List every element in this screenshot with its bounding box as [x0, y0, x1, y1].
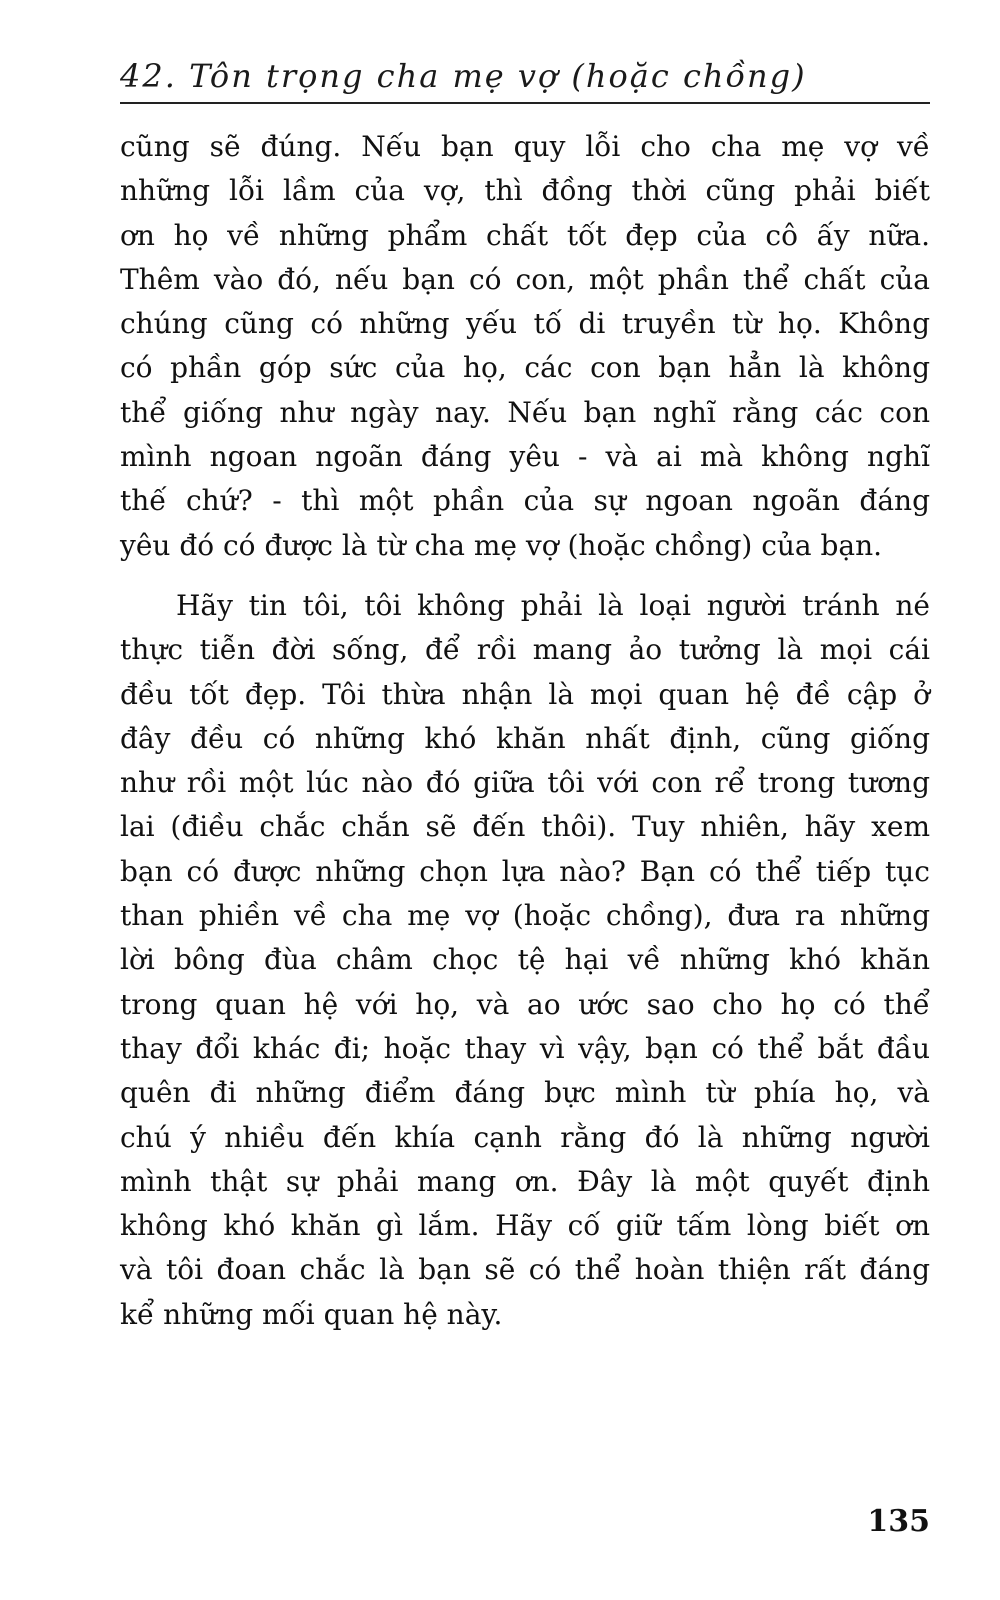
text-line: thế chứ? - thì một phần của sự ngoan ngoãn đáng — [120, 484, 930, 518]
text-line: thực tiễn đời sống, để rồi mang ảo tưởng là mọi cái — [120, 633, 930, 667]
paragraph-1 — [120, 125, 930, 568]
text-line: và tôi đoan chắc là bạn sẽ có thể hoàn thiện rất đáng — [120, 1253, 930, 1287]
text-line: chúng cũng có những yếu tố di truyền từ họ. Không — [120, 307, 930, 341]
text-line: thay đổi khác đi; hoặc thay vì vậy, bạn có thể bắt đầu — [120, 1031, 930, 1065]
text-line: những lỗi lầm của vợ, thì đồng thời cũng phải biết — [120, 174, 930, 208]
text-line: Thêm vào đó, nếu bạn có con, một phần thể chất của — [120, 262, 930, 296]
text-line: kể những mối quan hệ này. — [120, 1297, 503, 1331]
text-line: có phần góp sức của họ, các con bạn hẳn là không — [120, 351, 930, 385]
text-line: đều tốt đẹp. Tôi thừa nhận là mọi quan hệ đề cập ở — [120, 677, 930, 711]
header-rule — [120, 102, 930, 104]
text-line: mình ngoan ngoãn đáng yêu - và ai mà không nghĩ — [120, 440, 930, 474]
text-line: mình thật sự phải mang ơn. Đây là một quyết định — [120, 1164, 930, 1198]
text-line: quên đi những điểm đáng bực mình từ phía họ, và — [120, 1076, 930, 1110]
text-line: Hãy tin tôi, tôi không phải là loại người tránh né — [176, 588, 930, 622]
text-line: thể giống như ngày nay. Nếu bạn nghĩ rằng các con — [120, 395, 930, 429]
page-number: 135 — [867, 1504, 930, 1539]
text-line: trong quan hệ với họ, và ao ước sao cho họ có thể — [120, 987, 930, 1021]
running-head: 42. Tôn trọng cha mẹ vợ (hoặc chồng) — [120, 57, 807, 95]
text-line: cũng sẽ đúng. Nếu bạn quy lỗi cho cha mẹ vợ về — [120, 130, 930, 163]
body-text — [120, 125, 930, 1337]
paragraph-2 — [120, 584, 930, 1337]
text-line: lai (điều chắc chắn sẽ đến thôi). Tuy nhiên, hãy xem — [120, 810, 930, 844]
text-line: bạn có được những chọn lựa nào? Bạn có thể tiếp tục — [120, 854, 930, 888]
text-line: lời bông đùa châm chọc tệ hại về những khó khăn — [120, 943, 930, 977]
text-line: than phiền về cha mẹ vợ (hoặc chồng), đưa ra những — [120, 899, 930, 933]
text-line: ơn họ về những phẩm chất tốt đẹp của cô ấy nữa. — [120, 218, 930, 252]
text-line: chú ý nhiều đến khía cạnh rằng đó là những người — [120, 1120, 930, 1154]
text-line: đây đều có những khó khăn nhất định, cũng giống — [120, 721, 930, 755]
text-line: như rồi một lúc nào đó giữa tôi với con rể trong tương — [120, 766, 930, 800]
text-line: yêu đó có được là từ cha mẹ vợ (hoặc chồng) của bạn. — [120, 528, 883, 562]
text-line: không khó khăn gì lắm. Hãy cố giữ tấm lòng biết ơn — [120, 1209, 930, 1243]
